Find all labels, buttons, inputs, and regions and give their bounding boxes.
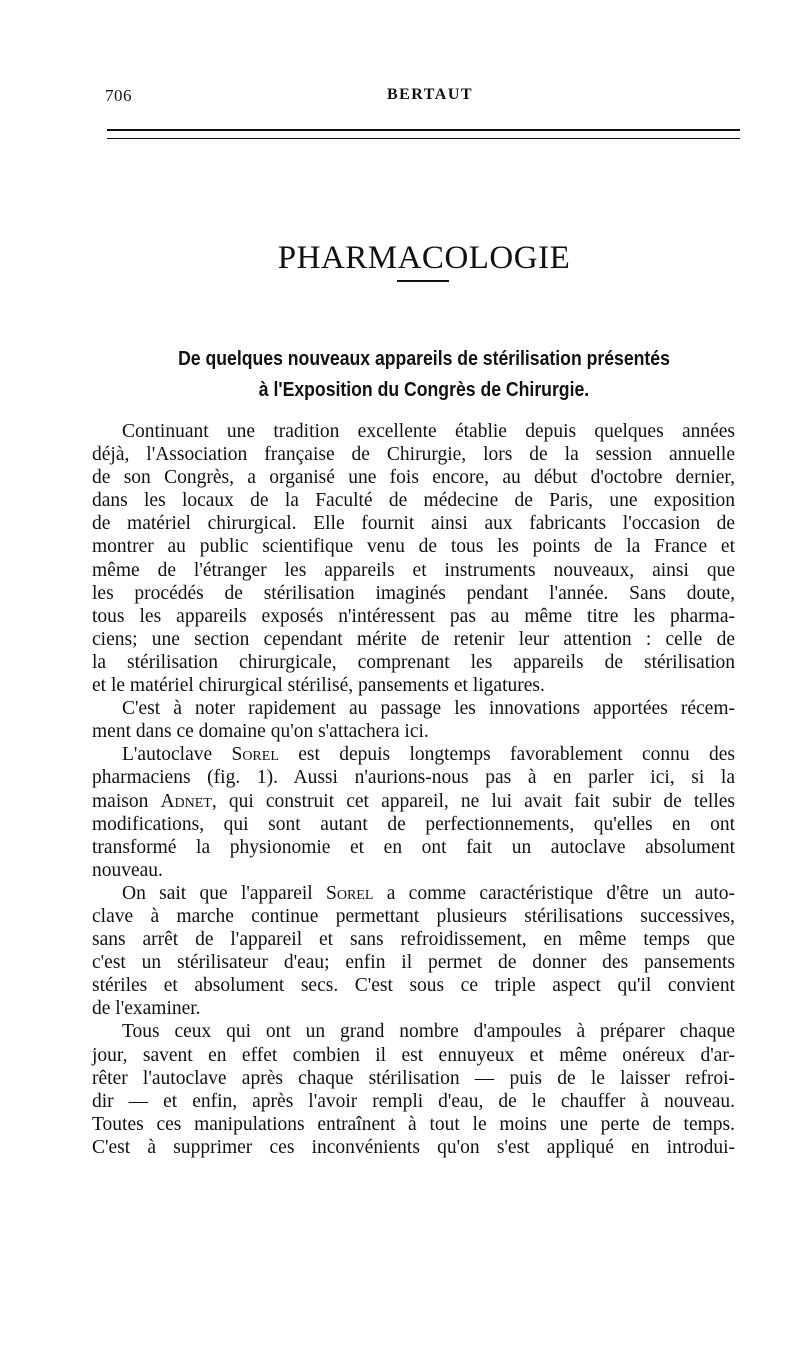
text-line: et le matériel chirurgical stérilisé, pansements et ligatures. (92, 675, 545, 697)
header-rule-top (107, 129, 740, 131)
text-line (92, 882, 735, 905)
inline-name-sorel: Sorel (326, 882, 374, 904)
text-line: dir — et enfin, après l'avoir rempli d'eau, de le chauffer à nouveau. (92, 1090, 735, 1112)
body-text (92, 420, 735, 1159)
text-line: déjà, l'Association française de Chirurgie, lors de la session annuelle (92, 444, 735, 466)
text-fragment: On sait que l'appareil (122, 882, 326, 904)
text-line: sans arrêt de l'appareil et sans refroidissement, en même temps que (92, 929, 735, 951)
text-line: tous les appareils exposés n'intéressent pas au même titre les pharma- (92, 605, 735, 627)
text-line: de l'examiner. (92, 998, 201, 1020)
inline-name-adnet: Adnet (160, 790, 212, 812)
text-line: stériles et absolument secs. C'est sous ce triple aspect qu'il convient (92, 975, 735, 997)
text-line: clave à marche continue permettant plusieurs stérilisations successives, (92, 905, 735, 927)
text-line: C'est à noter rapidement au passage les innovations apportées récem- (122, 698, 735, 720)
text-line (92, 790, 735, 813)
text-line: Tous ceux qui ont un grand nombre d'ampoules à préparer chaque (122, 1021, 735, 1043)
text-line: les procédés de stérilisation imaginés pendant l'année. Sans doute, (92, 582, 735, 604)
text-line: même de l'étranger les appareils et instruments nouveaux, ainsi que (92, 559, 735, 581)
text-fragment: , qui construit cet appareil, ne lui avait fait subir de telles (211, 790, 735, 812)
article-title-line-1: De quelques nouveaux appareils de stérilisation présentés (178, 347, 670, 370)
text-line: Toutes ces manipulations entraînent à tout le moins une perte de temps. (92, 1113, 735, 1135)
text-line: de son Congrès, a organisé une fois encore, au début d'octobre dernier, (92, 467, 735, 489)
header-rule-bottom (107, 138, 740, 139)
text-line: ciens; une section cependant mérite de retenir leur attention : celle de (92, 628, 735, 650)
text-line: de matériel chirurgical. Elle fournit ainsi aux fabricants l'occasion de (92, 513, 735, 535)
text-line: nouveau. (92, 859, 163, 881)
running-head: BERTAUT (386, 86, 474, 103)
text-line: montrer au public scientifique venu de tous les points de la France et (92, 536, 735, 558)
text-line: pharmaciens (fig. 1). Aussi n'aurions-nous pas à en parler ici, si la (92, 767, 735, 789)
text-line: modifications, qui sont autant de perfectionnements, qu'elles en ont (92, 813, 735, 835)
text-line: la stérilisation chirurgicale, comprenant les appareils de stérilisation (92, 651, 735, 673)
article-title (161, 343, 687, 405)
text-fragment: L'autoclave (122, 744, 232, 766)
text-line (92, 743, 735, 766)
text-line: Continuant une tradition excellente établie depuis quelques années (122, 421, 735, 442)
text-line: dans les locaux de la Faculté de médecine de Paris, une exposition (92, 490, 735, 512)
text-line: jour, savent en effet combien il est ennuyeux et même onéreux d'ar- (92, 1044, 735, 1066)
section-title: PHARMACOLOGIE (277, 240, 571, 277)
text-line: ment dans ce domaine qu'on s'attachera ici. (92, 721, 429, 743)
text-line: transformé la physionomie et en ont fait un autoclave absolument (92, 836, 735, 858)
text-line: rêter l'autoclave après chaque stérilisation — puis de le laisser refroi- (92, 1067, 735, 1089)
inline-name-sorel: Sorel (231, 744, 279, 766)
text-line: c'est un stérilisateur d'eau; enfin il permet de donner des pansements (92, 952, 735, 974)
text-fragment: maison (92, 790, 161, 812)
article-title-line-2: à l'Exposition du Congrès de Chirurgie. (258, 378, 590, 401)
text-fragment: est depuis longtemps favorablement connu des (278, 744, 735, 766)
text-line: C'est à supprimer ces inconvénients qu'on s'est appliqué en introdui- (92, 1136, 735, 1158)
page-number: 706 (105, 86, 132, 105)
text-fragment: a comme caractéristique d'être un auto- (373, 882, 735, 904)
section-title-rule (397, 280, 449, 282)
